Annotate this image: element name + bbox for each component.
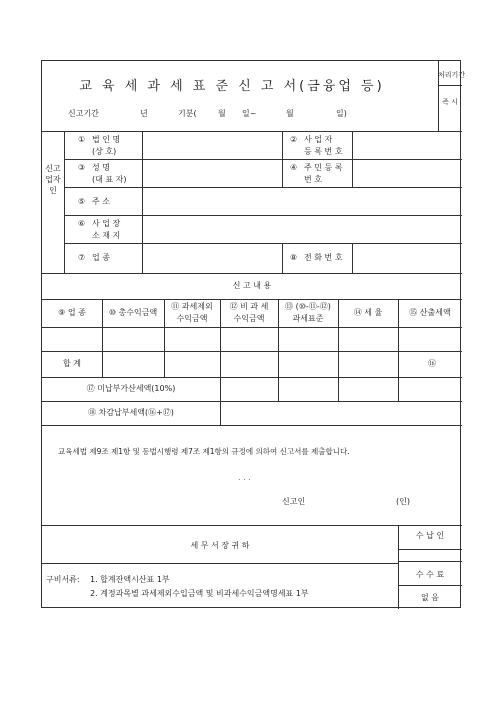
period-label: 신고기간 [68, 109, 99, 118]
unpaid-penalty-label: ⑰ 미납부가산세액(10%) [86, 384, 176, 393]
business-type-field[interactable] [142, 243, 282, 273]
corp-name-field[interactable] [142, 131, 282, 159]
representative-field[interactable] [142, 159, 282, 187]
resident-reg-label: 주 민 등 록 [304, 163, 343, 172]
corp-name-sub-label: (상 호) [92, 147, 117, 156]
form-title: 교 육 세 과 세 표 준 신 고 서(금융업 등) [79, 79, 385, 94]
col-tax-base-sub: 과세표준 [292, 314, 324, 323]
period-month-2: 월 [286, 109, 294, 118]
col-excluded-revenue: ⑪ 과세제외 [171, 302, 213, 311]
declaration-statement: 교육세법 제9조 제1항 및 동법시행령 제7조 제1항의 규정에 의하여 신고서를 제출합니다. [58, 447, 350, 456]
period-day-2: 일) [336, 109, 347, 118]
table-row[interactable] [42, 327, 462, 351]
field-num-8: ⑧ [290, 253, 298, 262]
attachment-item-2: 2. 계정과목별 과세제외수입금액 및 비과세수익금액명세표 1부 [90, 589, 309, 598]
processing-period-value: 즉 시 [442, 98, 458, 106]
period-year: 년 [140, 109, 148, 118]
field-num-6: ⑥ [78, 219, 86, 228]
representative-sub-label: (대 표 자) [92, 175, 127, 184]
representative-label: 성 명 [92, 163, 110, 172]
address-field[interactable] [142, 187, 462, 215]
field-num-1: ① [78, 135, 86, 144]
business-type-label: 업 종 [92, 253, 110, 262]
unpaid-penalty-field[interactable] [220, 377, 462, 401]
net-tax-label: ⑱ 차감납부세액(⑯+⑰) [88, 408, 174, 417]
business-location-label: 사 업 장 [92, 219, 121, 228]
net-tax-field[interactable] [220, 401, 462, 425]
period-day-1: 일~ [242, 109, 257, 118]
business-location-sub-label: 소 재 지 [92, 231, 121, 240]
col-excluded-revenue-sub: 수익금액 [176, 314, 208, 323]
period-from: 기분( [178, 109, 197, 118]
total-row-label: 합 계 [63, 359, 81, 368]
phone-field[interactable] [352, 243, 462, 273]
field-num-2: ② [290, 135, 298, 144]
total-tax-mark: ⑯ [428, 359, 436, 368]
col-nontaxable-revenue: ⑫ 비 과 세 [229, 302, 269, 311]
resident-reg-field[interactable] [352, 159, 462, 187]
field-num-3: ③ [78, 163, 86, 172]
col-total-revenue: ⑩ 총수익금액 [108, 308, 158, 317]
col-business-type: ⑨ 업 종 [58, 308, 86, 317]
processing-period-label: 처리기간 [438, 71, 466, 79]
fee-label: 수 수 료 [415, 570, 445, 579]
business-reg-field[interactable] [352, 131, 462, 159]
col-computed-tax: ⑮ 산출세액 [409, 308, 451, 317]
phone-label: 전 화 번 호 [304, 253, 343, 262]
receipt-stamp-label: 수 납 인 [415, 531, 445, 540]
period-month-1: 월 [218, 109, 226, 118]
attachment-item-1: 1. 합계잔액시산표 1부 [90, 575, 170, 584]
date-marks: . . . [238, 473, 251, 482]
filer-section-label: 신고업자인 [45, 164, 61, 195]
attachments-label: 구비서류: [46, 575, 80, 584]
report-content-header: 신 고 내 용 [232, 281, 272, 290]
col-tax-rate: ⑭ 세 율 [353, 308, 383, 317]
business-reg-label: 사 업 자 [304, 135, 333, 144]
col-tax-base: ⑬ (⑩-⑪-⑫) [285, 302, 331, 311]
business-reg-sub-label: 등 록 번 호 [304, 147, 343, 156]
field-num-5: ⑤ [78, 197, 86, 206]
signer-seal: (인) [396, 497, 410, 506]
addressee: 세 무 서 장 귀 하 [190, 541, 250, 550]
signer-label: 신고인 [282, 497, 306, 506]
field-num-7: ⑦ [78, 253, 86, 262]
tax-report-form [41, 60, 466, 608]
address-label: 주 소 [92, 197, 110, 206]
resident-reg-sub-label: 번 호 [304, 175, 322, 184]
col-nontaxable-revenue-sub: 수익금액 [233, 314, 265, 323]
fee-value: 없 음 [421, 593, 439, 602]
field-num-4: ④ [290, 163, 298, 172]
business-location-field[interactable] [142, 215, 462, 243]
corp-name-label: 법 인 명 [92, 135, 121, 144]
